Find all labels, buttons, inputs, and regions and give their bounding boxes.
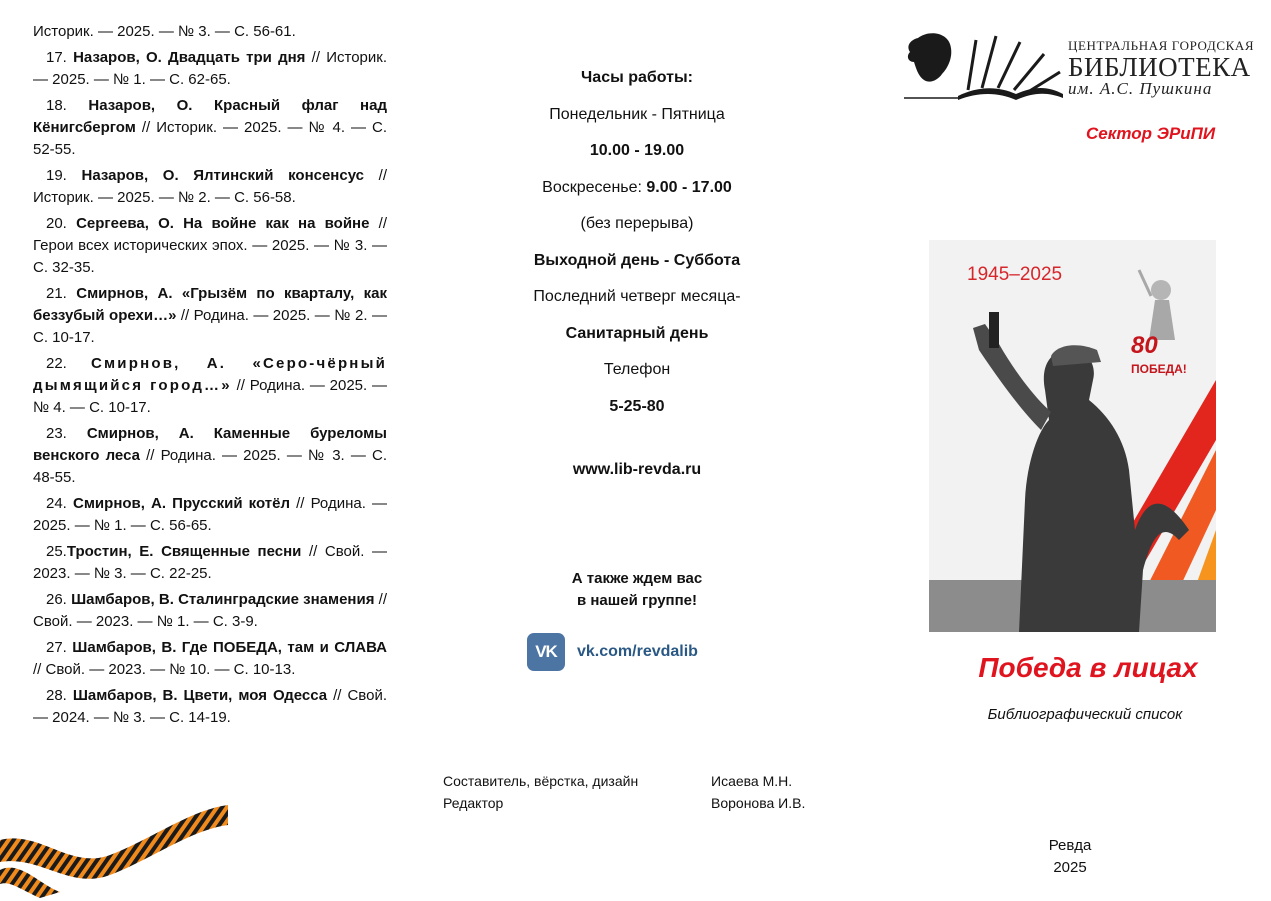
credit-role: Редактор bbox=[443, 795, 504, 811]
logo-line1: ЦЕНТРАЛЬНАЯ ГОРОДСКАЯ bbox=[1068, 38, 1255, 53]
entry-source: // Свой. — 2023. — № 3. — С. 22-25. bbox=[33, 543, 387, 582]
sunday-row: Воскресенье: 9.00 - 17.00 bbox=[542, 178, 732, 196]
poster-80: 80 bbox=[1131, 332, 1158, 359]
bibliography-entry: 20. Сергеева, О. На войне как на войне // Герои всех исторических эпох. — 2025. — № 3. — С. 32-35. bbox=[33, 215, 387, 276]
entry-source: // Свой. — 2023. — № 1. — С. 3-9. bbox=[33, 591, 387, 630]
bibliography-continuation: Историк. — 2025. — № 3. — С. 56-61. bbox=[33, 23, 296, 40]
entry-source: // Родина. — 2025. — № 2. — С. 10-17. bbox=[33, 307, 387, 346]
bibliography-column bbox=[33, 21, 387, 733]
weekday-time: 10.00 - 19.00 bbox=[589, 142, 685, 159]
no-break-note: (без перерыва) bbox=[580, 215, 694, 232]
city: Ревда bbox=[1048, 837, 1092, 854]
entry-source: // Родина. — 2025. — № 4. — С. 10-17. bbox=[33, 377, 387, 416]
weekdays-label: Понедельник - Пятница bbox=[549, 105, 725, 123]
entry-author-title: Шамбаров, В. Где ПОБЕДА, там и СЛАВА bbox=[72, 639, 387, 656]
st-george-ribbon-icon bbox=[0, 800, 230, 900]
entry-source: // Свой. — 2023. — № 10. — С. 10-13. bbox=[33, 661, 296, 678]
sunday-time: 9.00 - 17.00 bbox=[646, 178, 732, 196]
pushkin-book-icon bbox=[898, 28, 1063, 103]
entry-author-title: Тростин, Е. Священные песни bbox=[66, 543, 302, 560]
vk-group-link[interactable] bbox=[527, 633, 698, 671]
library-logo bbox=[898, 28, 1258, 103]
bibliography-entry: 22. Смирнов, А. «Серо-чёрный дымящийся город…» // Родина. — 2025. — № 4. — С. 10-17. bbox=[33, 355, 387, 416]
logo-line3: им. А.С. Пушкина bbox=[1068, 79, 1213, 98]
entry-source: // Родина. — 2025. — № 1. — С. 56-65. bbox=[33, 495, 387, 534]
victory-poster bbox=[929, 240, 1216, 632]
entry-author-title: Смирнов, А. Прусский котёл bbox=[73, 495, 290, 512]
sanitary-day: Санитарный день bbox=[565, 324, 709, 342]
entry-author-title: Смирнов, А. «Грызём по кварталу, как беззубый орехи…» bbox=[33, 285, 387, 324]
logo-line2: БИБЛИОТЕКА bbox=[1068, 52, 1251, 82]
hours-heading: Часы работы: bbox=[581, 69, 693, 86]
bibliography-entry: 18. Назаров, О. Красный флаг над Кёнигсбергом // Историк. — 2025. — № 4. — С. 52-55. bbox=[33, 97, 387, 158]
bibliography-entry: 23. Смирнов, А. Каменные буреломы венского леса // Родина. — 2025. — № 3. — С. 48-55. bbox=[33, 425, 388, 486]
bibliography-entry: 21. Смирнов, А. «Грызём по кварталу, как беззубый орехи…» // Родина. — 2025. — № 2. — С. 10-17. bbox=[33, 285, 387, 346]
day-off: Выходной день - Суббота bbox=[533, 251, 741, 269]
entry-author-title: Смирнов, А. Каменные буреломы венского леса bbox=[33, 425, 387, 464]
entry-author-title: Шамбаров, В. Сталинградские знамения bbox=[71, 591, 375, 608]
bibliography-entry: 24. Смирнов, А. Прусский котёл // Родина. — 2025. — № 1. — С. 56-65. bbox=[33, 495, 387, 534]
phone-number: 5-25-80 bbox=[609, 397, 665, 415]
entry-source: // Историк. — 2025. — № 1. — С. 62-65. bbox=[33, 49, 387, 88]
bibliography-entry: 28. Шамбаров, В. Цвети, моя Одесса // Свой. — 2024. — № 3. — С. 14-19. bbox=[33, 687, 387, 726]
page-subtitle: Библиографический список bbox=[987, 706, 1183, 723]
entry-source: // Свой. — 2024. — № 3. — С. 14-19. bbox=[33, 687, 387, 726]
entry-author-title: Назаров, О. Ялтинский консенсус bbox=[81, 167, 365, 184]
city-year bbox=[1030, 835, 1110, 879]
entry-source: // Историк. — 2025. — № 2. — С. 56-58. bbox=[33, 167, 387, 206]
phone-label: Телефон bbox=[603, 361, 671, 378]
vk-link-text[interactable]: vk.com/revdalib bbox=[577, 643, 698, 660]
website-link[interactable]: www.lib-revda.ru bbox=[572, 461, 702, 478]
entry-author-title: Шамбаров, В. Цвети, моя Одесса bbox=[72, 687, 328, 704]
entry-author-title: Назаров, О. Красный флаг над Кёнигсбергом bbox=[33, 97, 387, 136]
vk-icon: VK bbox=[527, 633, 565, 671]
entry-source: // Герои всех исторических эпох. — 2025. — № 3. — С. 32-35. bbox=[33, 215, 387, 276]
entry-author-title: Смирнов, А. «Серо-чёрный дымящийся город…» bbox=[33, 355, 387, 394]
bibliography-entry: 25.Тростин, Е. Священные песни // Свой. — 2023. — № 3. — С. 22-25. bbox=[33, 543, 387, 582]
page-title: Победа в лицах bbox=[978, 652, 1198, 683]
bibliography-entry: 27. Шамбаров, В. Где ПОБЕДА, там и СЛАВА // Свой. — 2023. — № 10. — С. 10-13. bbox=[33, 639, 387, 678]
entry-author-title: Назаров, О. Двадцать три дня bbox=[73, 49, 306, 66]
bibliography-entry: 26. Шамбаров, В. Сталинградские знамения // Свой. — 2023. — № 1. — С. 3-9. bbox=[33, 591, 387, 630]
poster-years: 1945–2025 bbox=[967, 264, 1063, 285]
credit-name: Исаева М.Н. bbox=[711, 773, 793, 789]
hours-column bbox=[440, 60, 834, 661]
soldier-image bbox=[929, 240, 1216, 632]
credit-name: Воронова И.В. bbox=[711, 795, 806, 811]
entry-author-title: Сергеева, О. На войне как на войне bbox=[76, 215, 370, 232]
group-invite: А также ждем вас в нашей группе! bbox=[571, 570, 703, 609]
sector-label: Сектор ЭРиПИ bbox=[1086, 124, 1216, 143]
bibliography-entry: 17. Назаров, О. Двадцать три дня // Историк. — 2025. — № 1. — С. 62-65. bbox=[33, 49, 387, 88]
entry-source: // Историк. — 2025. — № 4. — С. 52-55. bbox=[33, 119, 387, 158]
bibliography-entry: 19. Назаров, О. Ялтинский консенсус // Историк. — 2025. — № 2. — С. 56-58. bbox=[33, 167, 387, 206]
year: 2025 bbox=[1053, 859, 1087, 876]
last-thursday-note: Последний четверг месяца- bbox=[533, 288, 741, 305]
entry-source: // Родина. — 2025. — № 3. — С. 48-55. bbox=[33, 447, 388, 486]
credit-role: Составитель, вёрстка, дизайн bbox=[443, 773, 639, 789]
poster-pobeda: ПОБЕДА! bbox=[1131, 362, 1187, 376]
